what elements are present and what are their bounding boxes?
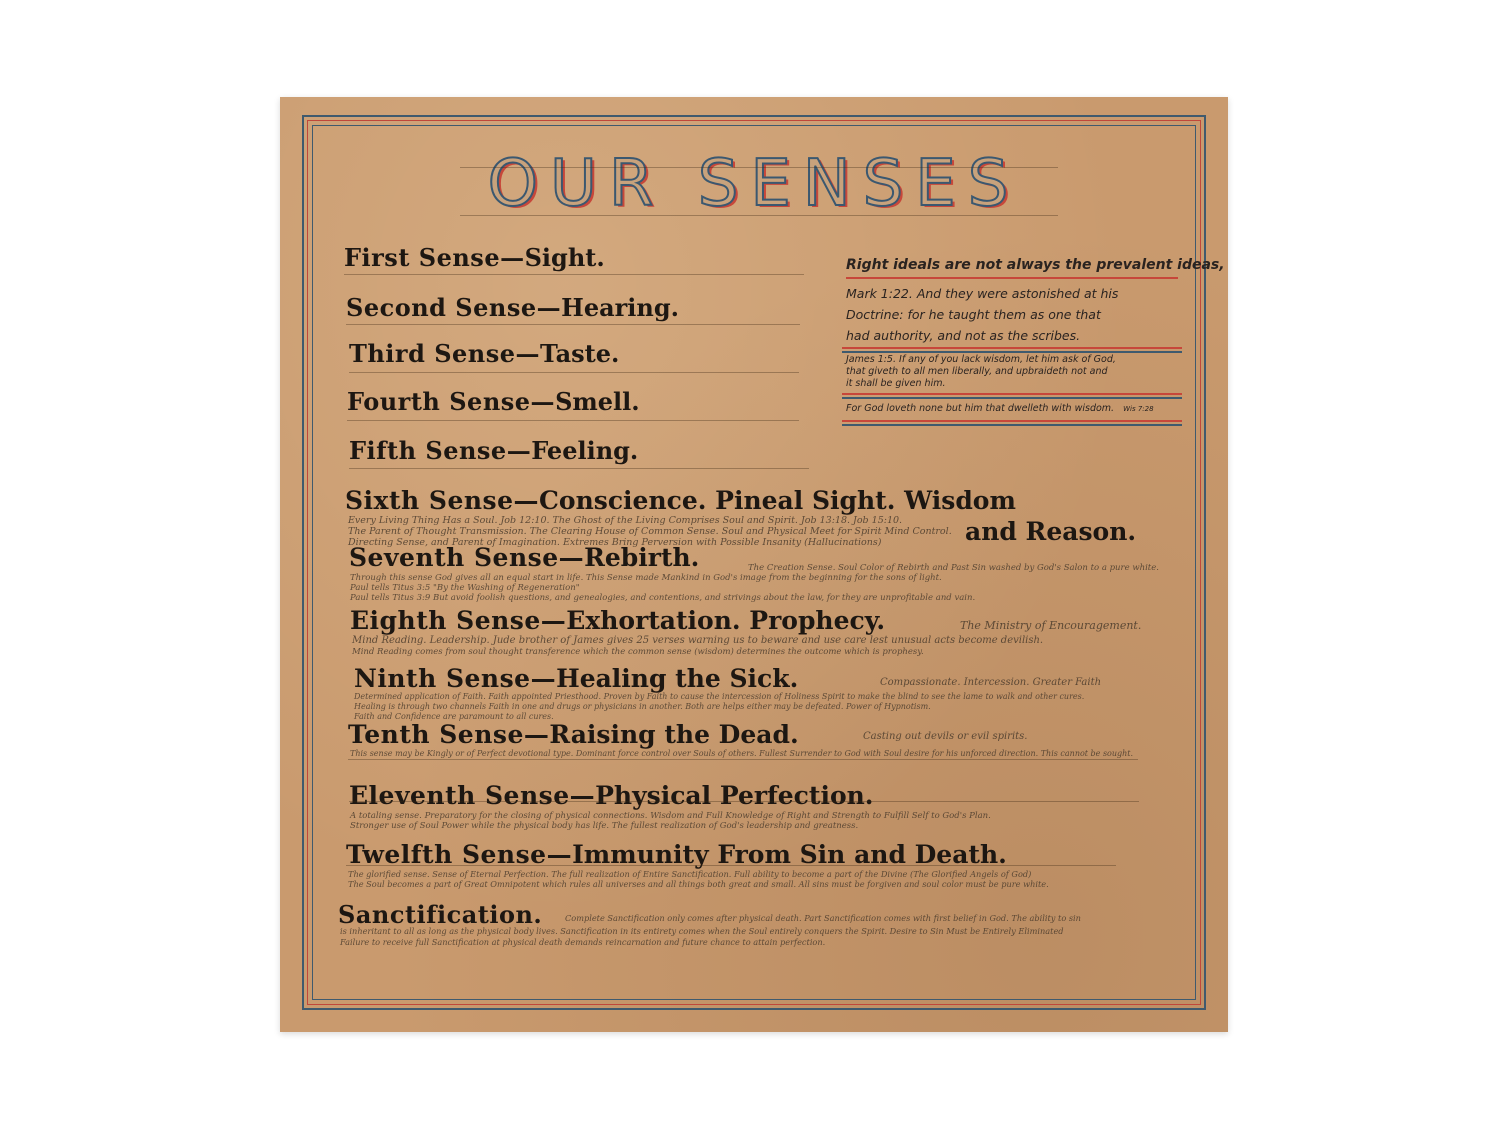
quote-divider-3 [842,420,1182,422]
sense-10-side-note: Casting out devils or evil spirits. [863,731,1028,742]
sense-9 [354,664,798,693]
sense-8-note-2: Mind Reading comes from soul thought transference which the common sense (wisdom) determines the outcome which is prophesy. [352,647,924,657]
sanctification-side-note: Complete Sanctification only comes after physical death. Part Sanctification comes with first belief in God. The ability to sin [565,913,1081,923]
sense-6-label: Sixth Sense— [345,486,540,515]
sense-10-underline [348,759,1138,760]
sanctification-label: Sanctification. [338,900,543,929]
sense-1 [344,243,605,272]
sense-11-name: Physical Perfection. [595,781,874,810]
sense-2-name: Hearing. [561,293,679,322]
title-guide-top [460,167,1058,168]
sense-3-name: Taste. [540,339,620,368]
quote-divider-1 [842,347,1182,349]
poster-board [280,97,1228,1032]
sense-6-note-2: The Parent of Thought Transmission. The Clearing House of Common Sense. Soul and Physical Meet for Spirit Mind Control. [348,526,952,537]
quote-mark-line-2: Doctrine: for he taught them as one that [846,307,1101,322]
sense-2-label: Second Sense— [346,293,562,322]
sense-7-note-1: Through this sense God gives all an equal start in life. This Sense made Mankind in God's image from the beginning for the sons of light. [350,573,942,583]
sense-5-name: Feeling. [531,436,639,465]
quote-mark-line-1: Mark 1:22. And they were astonished at his [846,286,1119,301]
sense-11-note-2: Stronger use of Soul Power while the physical body has life. The fullest realization of God's leadership and greatness. [350,821,859,831]
sense-4-label: Fourth Sense— [347,387,556,416]
quote-mark [846,283,1118,346]
quote-james [846,354,1116,390]
sense-10-note-1: This sense may be Kingly or of Perfect devotional type. Dominant force control over Souls of others. Fullest Surrender to God with Soul desire for his unforced direction. This cannot be sought. [350,749,1134,758]
quote-mark-line-3: had authority, and not as the scribes. [846,328,1081,343]
sense-9-side-note: Compassionate. Intercession. Greater Faith [880,677,1102,688]
sense-1-underline [344,274,804,275]
sense-3-label: Third Sense— [349,339,541,368]
sense-1-label: First Sense— [344,243,525,272]
sense-12-note-1: The glorified sense. Sense of Eternal Perfection. The full realization of Entire Sanctification. Full ability to become a part of the Divine (The Glorified Angels of God) [348,869,1032,879]
sense-4 [347,387,640,416]
sense-3 [349,339,619,368]
poster-title: OUR SENSES [487,147,1021,221]
sense-11-label: Eleventh Sense— [349,781,596,810]
sense-8 [350,606,885,635]
sense-9-label: Ninth Sense— [354,664,557,693]
title-guide-bottom [460,215,1058,216]
sense-12-note-2: The Soul becomes a part of Great Omnipotent which rules all universes and all things both great and small. All sins must be forgiven and soul color must be pure white. [348,879,1049,889]
sense-7-note-3: Paul tells Titus 3:9 But avoid foolish questions, and genealogies, and contentions, and strivings about the law, for they are unprofitable and vain. [350,593,976,603]
sense-2-underline [346,324,800,325]
quote-divider-2b [842,397,1182,399]
sense-10-name: Raising the Dead. [549,720,799,749]
sense-10 [348,720,799,749]
sanctification-note-2: Failure to receive full Sanctification at physical death demands reincarnation and future chance to attain perfection. [340,937,826,947]
quote-james-line-2: that giveth to all men liberally, and upbraideth not and [846,366,1108,377]
sense-6 [345,486,1016,515]
sense-6-continuation: and Reason. [965,517,1137,546]
sense-9-note-2: Healing is through two channels Faith in one and drugs or physicians in another. Both are helps either may be defeated. Power of Hypnotism. [354,702,931,711]
quote-heading-underline [846,277,1178,279]
sanctification-note-1: is inheritant to all as long as the physical body lives. Sanctification in its entirety comes when the Soul entirely conquers the Spirit. Desire to Sin Must be Entirely Eliminated [340,926,1064,936]
sense-4-name: Smell. [555,387,640,416]
sense-11-note-1: A totaling sense. Preparatory for the closing of physical connections. Wisdom and Full Knowledge of Right and Strength to Fulfill Self to God's Plan. [350,811,991,821]
quote-wisdom-ref: Wis 7:28 [1123,405,1154,413]
quote-james-line-1: James 1:5. If any of you lack wisdom, let him ask of God, [846,354,1116,365]
sanctification-heading [338,900,542,929]
sense-9-note-1: Determined application of Faith. Faith appointed Priesthood. Proven by Faith to cause the intercession of Holiness Spirit to make the blind to see the lame to walk and other cures. [354,692,1085,701]
sense-7-side-note: The Creation Sense. Soul Color of Rebirth and Past Sin washed by God's Salon to a pure white. [748,563,1159,573]
sense-5-underline [349,468,809,469]
sense-9-note-3: Faith and Confidence are paramount to all cures. [354,712,554,721]
sense-7 [349,543,699,572]
sense-6-name: Conscience. Pineal Sight. Wisdom [539,486,1016,515]
quote-divider-3b [842,424,1182,426]
sense-7-note-2: Paul tells Titus 3:5 "By the Washing of Regeneration" [350,583,580,593]
quote-heading: Right ideals are not always the prevalent ideas, [846,257,1225,273]
sense-3-underline [349,372,799,373]
sense-8-side-note: The Ministry of Encouragement. [960,619,1142,632]
quote-divider-2 [842,393,1182,395]
sense-12-name: Immunity From Sin and Death. [572,840,1007,869]
sense-12-underline [346,865,1116,866]
sense-8-label: Eighth Sense— [350,606,567,635]
sense-1-name: Sight. [524,243,605,272]
sense-6-note-1: Every Living Thing Has a Soul. Job 12:10. The Ghost of the Living Comprises Soul and Spirit. Job 13:18. Job 15:10. [348,515,903,526]
sense-6-note-3: Directing Sense, and Parent of Imagination. Extremes Bring Perversion with Possible Insanity (Hallucinations) [348,537,882,548]
sense-5-label: Fifth Sense— [349,436,532,465]
sense-10-label: Tenth Sense— [348,720,550,749]
sense-9-name: Healing the Sick. [556,664,799,693]
sense-2 [346,293,679,322]
quote-james-line-3: it shall be given him. [846,378,946,389]
sense-12-label: Twelfth Sense— [346,840,573,869]
quote-wisdom-text: For God loveth none but him that dwelleth with wisdom. [846,403,1115,414]
sense-7-label: Seventh Sense— [349,543,585,572]
quote-wisdom [846,403,1154,414]
sense-8-name: Exhortation. Prophecy. [566,606,886,635]
sense-4-underline [347,420,799,421]
sense-7-name: Rebirth. [584,543,700,572]
sense-5 [349,436,638,465]
sense-11 [349,781,874,810]
quote-divider-1b [842,351,1182,353]
sense-8-note-1: Mind Reading. Leadership. Jude brother of James gives 25 verses warning us to beware and use care lest unusual acts become devilish. [352,635,1044,646]
sense-11-underline [349,801,1139,802]
